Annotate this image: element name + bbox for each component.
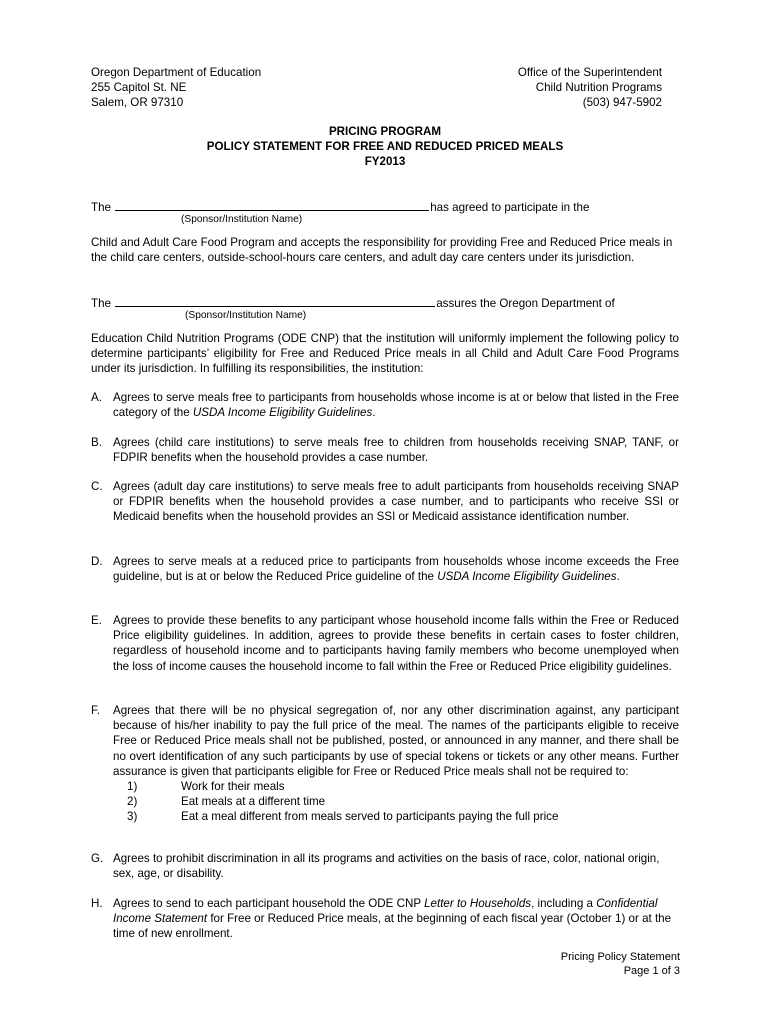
sponsor-lead-2: The xyxy=(91,297,111,310)
item-text: Agrees to serve meals free to participants from households whose income is at or below that listed in the Free category of the xyxy=(113,391,679,420)
office-address xyxy=(518,65,662,111)
item-letter: C. xyxy=(91,480,103,493)
item-letter: E. xyxy=(91,614,102,627)
list-item-h xyxy=(91,896,679,942)
sponsor-lead-1: The xyxy=(91,201,111,214)
sponsor-name-blank-1[interactable] xyxy=(115,199,429,211)
page-footer xyxy=(561,950,680,978)
sublist-text: Eat a meal different from meals served to participants paying the full price xyxy=(181,810,559,824)
list-item-f xyxy=(91,703,679,825)
list-item-d xyxy=(91,554,679,584)
sponsor-line-1 xyxy=(91,199,679,215)
title-line-1: PRICING PROGRAM xyxy=(328,125,442,138)
list-item-b xyxy=(91,435,679,465)
item-text: Agrees (adult day care institutions) to serve meals free to adult participants from households receiving SNAP or FDPIR benefits when the household provides a case number, and to participants who receive SSI or Medicaid benefits when the household provides an SSI or Medicaid assistance identification number. xyxy=(113,480,679,524)
item-text-end: . xyxy=(372,406,376,420)
document-title xyxy=(0,124,770,170)
sender-org: Oregon Department of Education xyxy=(91,66,262,79)
sublist-num: 2) xyxy=(127,795,138,809)
item-letter: A. xyxy=(91,391,102,404)
item-text-mid: , including a xyxy=(531,897,597,910)
item-emphasis-2: Confidential Income Statement xyxy=(113,897,658,926)
sponsor-caption-1: (Sponsor/Institution Name) xyxy=(181,214,303,225)
footer-doc-name: Pricing Policy Statement xyxy=(560,951,680,963)
list-item-a xyxy=(91,390,679,420)
item-text-end: . xyxy=(616,570,620,584)
item-letter: F. xyxy=(91,704,101,717)
sponsor-tail-2: assures the Oregon Department of xyxy=(436,297,615,310)
title-line-2: POLICY STATEMENT FOR FREE AND REDUCED PRICED MEALS xyxy=(206,140,564,154)
title-line-3: FY2013 xyxy=(364,155,406,169)
item-letter: B. xyxy=(91,436,102,449)
item-letter: D. xyxy=(91,555,103,568)
item-emphasis: Letter to Households xyxy=(424,897,532,910)
office-name: Office of the Superintendent xyxy=(517,66,662,79)
para-2-body: Education Child Nutrition Programs (ODE CNP) that the institution will uniformly implement the following policy to determine participants’ eligibility for Free and Reduced Price meals in all Child and Adult Care Food Programs under its jurisdiction. In fulfilling its responsibilities, the institution: xyxy=(91,332,679,376)
sponsor-line-2 xyxy=(91,295,679,311)
sublist-num: 1) xyxy=(127,780,138,794)
sender-address xyxy=(91,65,261,111)
sender-city: Salem, OR 97310 xyxy=(91,96,184,110)
sender-street: 255 Capitol St. NE xyxy=(91,81,187,95)
list-item-c xyxy=(91,479,679,525)
item-text: Agrees that there will be no physical segregation of, nor any other discrimination against, any participant because of his/her inability to pay the full price of the meal. The names of the participants eligible to receive Free or Reduced Price meals shall not be published, posted, or announced in any manner, and there shall be no overt identification of any such participants by use of special tokens or tickets or any other means. Further assurance is given that participants eligible for Free or Reduced Price meals shall not be required to: xyxy=(113,704,679,778)
item-letter: G. xyxy=(91,852,104,865)
sublist-text: Eat meals at a different time xyxy=(181,795,326,809)
list-item-g xyxy=(91,851,679,881)
sponsor-name-blank-2[interactable] xyxy=(115,295,435,307)
item-text: Agrees to provide these benefits to any participant whose household income falls within the Free or Reduced Price eligibility guidelines. In addition, agrees to provide these benefits in certain cases to foster children, regardless of household income and to participants having family members who become unemployed when the loss of income causes the household income to fall within the Free or Reduced Price eligibility guidelines. xyxy=(113,614,679,673)
list-item-e xyxy=(91,613,679,674)
sponsor-tail-1: has agreed to participate in the xyxy=(430,201,590,214)
para-1-body: Child and Adult Care Food Program and accepts the responsibility for providing Free and Reduced Price meals in the child care centers, outside-school-hours care centers, and adult day care centers under its jurisdiction. xyxy=(91,236,673,265)
sponsor-caption-2: (Sponsor/Institution Name) xyxy=(185,310,307,321)
office-program: Child Nutrition Programs xyxy=(535,81,662,95)
item-text: Agrees (child care institutions) to serve meals free to children from households receiving SNAP, TANF, or FDPIR benefits when the household provides a case number. xyxy=(113,436,679,465)
item-letter: H. xyxy=(91,897,103,910)
office-phone: (503) 947-5902 xyxy=(582,96,662,110)
sublist-num: 3) xyxy=(127,810,138,824)
sublist-text: Work for their meals xyxy=(181,780,285,794)
page-number: Page 1 of 3 xyxy=(623,965,680,977)
item-emphasis: USDA Income Eligibility Guidelines xyxy=(192,406,373,420)
item-text: Agrees to serve meals at a reduced price to participants from households whose income exceeds the Free guideline, but is at or below the Reduced Price guideline of the xyxy=(113,555,679,584)
item-text: Agrees to send to each participant household the ODE CNP xyxy=(113,897,425,910)
sublist-item xyxy=(113,779,679,794)
sublist-item xyxy=(113,794,679,809)
item-text: Agrees to prohibit discrimination in all its programs and activities on the basis of race, color, national origin, sex, age, or disability. xyxy=(113,852,660,881)
item-text-end: for Free or Reduced Price meals, at the beginning of each fiscal year (October 1) or at the time of new enrollment. xyxy=(113,912,672,941)
sublist xyxy=(113,779,679,825)
item-emphasis: USDA Income Eligibility Guidelines xyxy=(437,570,617,584)
sublist-item xyxy=(113,809,679,824)
